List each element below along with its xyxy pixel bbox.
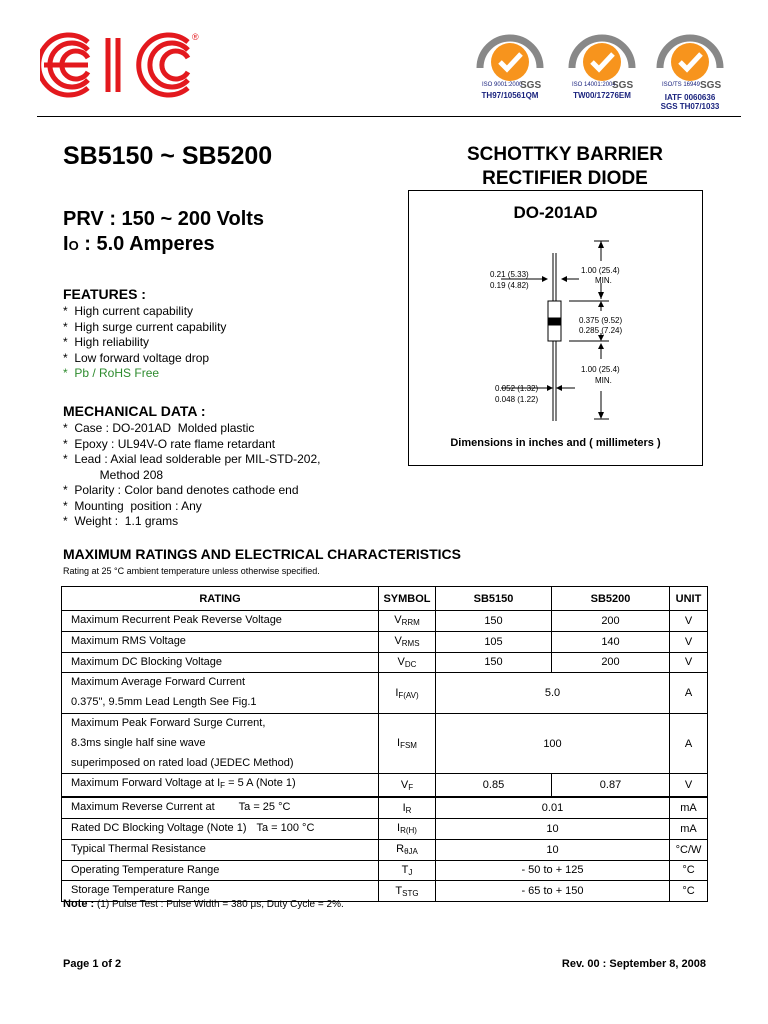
value-cell: 150 — [436, 652, 552, 673]
symbol: V — [400, 778, 409, 791]
rating-cell — [62, 774, 379, 797]
dim-wire-dia-min: 0.048 (1.22) — [495, 395, 539, 404]
registered-mark: ® — [192, 32, 199, 42]
rating-cell: Maximum Recurrent Peak Reverse Voltage — [62, 611, 379, 632]
ta-condition: Ta = 25 °C — [238, 801, 291, 814]
list-item: * Mounting position : Any — [63, 498, 202, 513]
rating-cell: Maximum DC Blocking Voltage — [62, 652, 379, 673]
dim-body-len-min: 0.285 (7.24) — [579, 326, 623, 335]
table-row — [62, 860, 708, 881]
table-row — [62, 713, 708, 773]
symbol-cell — [379, 818, 436, 839]
io-value: : 5.0 Amperes — [78, 233, 215, 255]
list-item: * Weight : 1.1 grams — [63, 514, 179, 528]
cert-ring-text: ISO 9001:2000 — [482, 82, 523, 88]
footnote — [63, 898, 344, 910]
unit-cell: mA — [670, 797, 708, 818]
symbol-cell — [379, 774, 436, 797]
unit-cell: °C — [670, 860, 708, 881]
ratings-title: MAXIMUM RATINGS AND ELECTRICAL CHARACTERISTICS — [63, 546, 461, 562]
symbol: I — [395, 686, 399, 699]
rating-text: = 5 A (Note 1) — [225, 777, 296, 790]
dim-wire-dia-max: 0.052 (1.32) — [495, 384, 539, 393]
cert-code: TH97/10561QM — [481, 91, 539, 100]
rating-cell: Typical Thermal Resistance — [62, 839, 379, 860]
symbol-sub: RRM — [401, 618, 420, 628]
value-cell: 200 — [552, 652, 670, 673]
symbol-cell — [379, 839, 436, 860]
part-number-range: SB5150 ~ SB5200 — [63, 142, 273, 170]
symbol: I — [397, 737, 401, 750]
ta-condition: Ta = 100 °C — [256, 821, 315, 834]
list-item: * High surge current capability — [63, 319, 227, 334]
cert-ring-text: ISO 14001:2004 — [572, 82, 616, 88]
col-header-rating: RATING — [62, 587, 379, 611]
table-row — [62, 673, 708, 714]
footnote-label: Note : — [63, 898, 95, 910]
unit-cell: V — [670, 611, 708, 632]
value-cell: 10 — [436, 818, 670, 839]
product-type-line2: RECTIFIER DIODE — [482, 168, 648, 189]
list-item: * Epoxy : UL94V-O rate flame retardant — [63, 436, 276, 451]
table-header-row — [62, 587, 708, 611]
rating-line: Maximum Average Forward Current — [71, 676, 246, 689]
symbol-sub: STG — [402, 888, 419, 898]
mechanical-title: MECHANICAL DATA : — [63, 403, 206, 419]
table-row — [62, 611, 708, 632]
value-cell: 10 — [436, 839, 670, 860]
list-item: Method 208 — [63, 467, 164, 482]
symbol-sub: F — [408, 782, 414, 792]
value-cell: 150 — [436, 611, 552, 632]
package-drawing — [409, 231, 704, 431]
dim-lead-bottom-min: MIN. — [595, 376, 612, 385]
features-title: FEATURES : — [63, 286, 146, 302]
list-item: * Case : DO-201AD Molded plastic — [63, 421, 255, 435]
symbol: I — [402, 801, 406, 814]
rating-sub: F — [220, 781, 226, 791]
value-cell: - 50 to + 125 — [436, 860, 670, 881]
rating-cell — [62, 797, 379, 818]
list-item: * High current capability — [63, 304, 194, 318]
unit-cell: A — [670, 673, 708, 714]
value-cell: 5.0 — [436, 673, 670, 714]
features-list — [63, 304, 226, 382]
unit-cell: °C — [670, 881, 708, 902]
dim-body-dia-max: 0.21 (5.33) — [490, 270, 529, 279]
page-number: Page 1 of 2 — [63, 958, 122, 970]
symbol-sub: θJA — [404, 847, 418, 857]
rating-line: 0.375", 9.5mm Lead Length See Fig.1 — [71, 696, 257, 709]
symbol-sub: RMS — [401, 639, 420, 649]
col-header-unit: UNIT — [670, 587, 708, 611]
eic-logo — [40, 30, 205, 100]
io-symbol: I — [63, 233, 69, 255]
value-cell: 0.85 — [436, 774, 552, 797]
value-cell: 0.87 — [552, 774, 670, 797]
rating-cell: Operating Temperature Range — [62, 860, 379, 881]
cert-badge-iso14001 — [562, 28, 642, 94]
list-item: * Low forward voltage drop — [63, 350, 210, 365]
dim-body-dia-min: 0.19 (4.82) — [490, 281, 529, 290]
value-cell: 200 — [552, 611, 670, 632]
cert-code-line1: IATF 0060636 — [664, 93, 716, 102]
header-divider — [37, 116, 741, 117]
symbol-sub: J — [408, 867, 413, 877]
unit-cell: A — [670, 713, 708, 773]
ratings-table — [61, 586, 708, 902]
list-item: * High reliability — [63, 335, 150, 349]
table-row — [62, 652, 708, 673]
dim-lead-bottom: 1.00 (25.4) — [581, 365, 620, 374]
prv-rating: PRV : 150 ~ 200 Volts — [63, 208, 265, 230]
unit-cell: V — [670, 652, 708, 673]
dim-body-len-max: 0.375 (9.52) — [579, 316, 623, 325]
mechanical-list — [63, 421, 320, 530]
rating-line: superimposed on rated load (JEDEC Method) — [71, 756, 294, 769]
symbol: T — [401, 863, 409, 876]
symbol-sub: DC — [404, 659, 417, 669]
list-item: * Lead : Axial lead solderable per MIL-STD-202, — [63, 452, 321, 466]
unit-cell: °C/W — [670, 839, 708, 860]
symbol: I — [397, 822, 401, 835]
value-cell: 0.01 — [436, 797, 670, 818]
dimensions-note: Dimensions in inches and ( millimeters ) — [450, 437, 661, 449]
symbol: V — [397, 655, 405, 668]
cert-ring-text: ISO/TS 16949 — [662, 82, 701, 88]
rating-cell — [62, 673, 379, 714]
symbol-cell — [379, 881, 436, 902]
package-name: DO-201AD — [513, 203, 598, 222]
table-row — [62, 818, 708, 839]
table-row — [62, 839, 708, 860]
rating-text: Rated DC Blocking Voltage (Note 1) — [71, 821, 247, 834]
symbol-sub: F(AV) — [398, 690, 419, 700]
package-outline-box — [408, 190, 703, 466]
symbol-sub: R — [405, 805, 412, 815]
symbol-cell — [379, 673, 436, 714]
symbol: T — [395, 884, 403, 897]
value-cell: - 65 to + 150 — [436, 881, 670, 902]
rating-cell — [62, 818, 379, 839]
ratings-note: Rating at 25 °C ambient temperature unless otherwise specified. — [63, 566, 320, 576]
symbol-cell — [379, 611, 436, 632]
col-header-sb5200: SB5200 — [552, 587, 670, 611]
product-type — [405, 143, 725, 191]
rating-text: Maximum Forward Voltage at I — [71, 777, 221, 790]
sgs-label: SGS — [700, 80, 722, 91]
table-row — [62, 797, 708, 818]
symbol: V — [394, 614, 402, 627]
list-item-rohs: * Pb / RoHS Free — [63, 366, 160, 380]
cert-code — [646, 93, 734, 111]
cert-code: TW00/17276EM — [573, 91, 631, 100]
symbol-cell — [379, 652, 436, 673]
cert-code-line2: SGS TH07/1033 — [660, 102, 720, 111]
cert-badge-ts16949 — [650, 28, 730, 94]
value-cell: 140 — [552, 631, 670, 652]
symbol-cell — [379, 631, 436, 652]
sgs-label: SGS — [612, 80, 634, 91]
io-rating — [63, 233, 215, 256]
table-row — [62, 631, 708, 652]
value-cell: 100 — [436, 713, 670, 773]
symbol: V — [394, 635, 402, 648]
symbol: R — [396, 843, 405, 856]
symbol-sub: R(H) — [400, 826, 417, 836]
rating-cell — [62, 713, 379, 773]
rating-text: Maximum Reverse Current at — [71, 801, 215, 814]
symbol-cell — [379, 860, 436, 881]
rating-line: Maximum Peak Forward Surge Current, — [71, 716, 266, 729]
sgs-label: SGS — [520, 80, 542, 91]
list-item: * Polarity : Color band denotes cathode end — [63, 483, 299, 497]
unit-cell: V — [670, 631, 708, 652]
io-subscript: O — [68, 238, 79, 253]
unit-cell: mA — [670, 818, 708, 839]
rating-cell: Storage Temperature Range — [62, 881, 379, 902]
col-header-symbol: SYMBOL — [379, 587, 436, 611]
symbol-cell — [379, 797, 436, 818]
dim-lead-top: 1.00 (25.4) — [581, 266, 620, 275]
footnote-text: (1) Pulse Test : Pulse Width = 380 μs, Duty Cycle = 2%. — [94, 899, 344, 910]
rating-line: 8.3ms single half sine wave — [71, 736, 206, 749]
col-header-sb5150: SB5150 — [436, 587, 552, 611]
revision-date: Rev. 00 : September 8, 2008 — [561, 958, 706, 970]
unit-cell: V — [670, 774, 708, 797]
symbol-cell — [379, 713, 436, 773]
symbol-sub: FSM — [400, 741, 417, 751]
value-cell: 105 — [436, 631, 552, 652]
table-row — [62, 774, 708, 797]
cert-badge-iso9001 — [470, 28, 550, 94]
rating-cell: Maximum RMS Voltage — [62, 631, 379, 652]
dim-lead-top-min: MIN. — [595, 276, 612, 285]
product-type-line1: SCHOTTKY BARRIER — [467, 144, 663, 165]
